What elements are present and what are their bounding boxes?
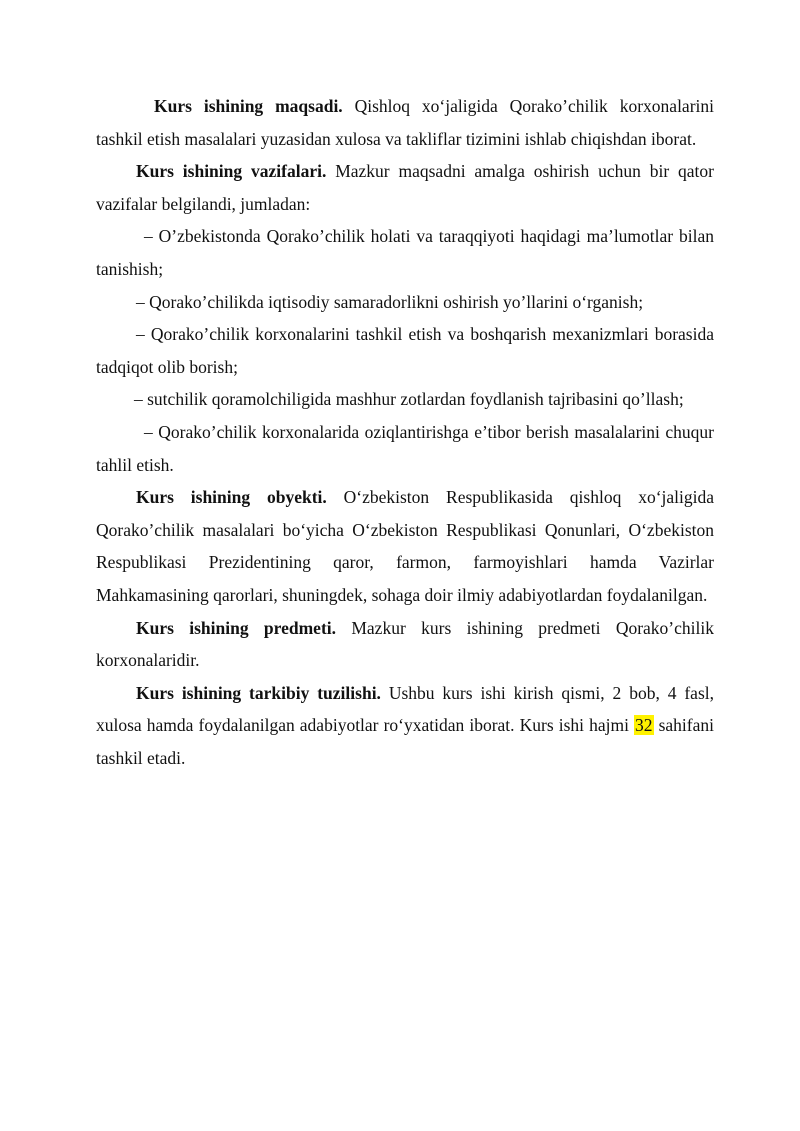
goal-paragraph: [96, 90, 714, 155]
task-item: – Qorako’chilik korxonalarini tashkil etish va boshqarish mexanizmlari borasida tadqiqot olib borish;: [96, 324, 714, 377]
object-paragraph: [96, 481, 714, 611]
task-item: – Qorako’chilikda iqtisodiy samaradorlikni oshirish yo’llarini o‘rganish;: [136, 291, 644, 312]
structure-text-end: sahifani tashkil etadi.: [96, 715, 714, 768]
tasks-title: Kurs ishining vazifalari.: [136, 161, 327, 182]
tasks-text: Mazkur maqsadni amalga oshirish uchun bir qator vazifalar belgilandi, jumladan:: [96, 161, 714, 214]
document-page: [96, 90, 714, 774]
structure-paragraph: [96, 677, 714, 775]
subject-text: Mazkur kurs ishining predmeti Qorako’chilik korxonalaridir.: [96, 617, 714, 671]
object-title: Kurs ishining obyekti.: [136, 487, 327, 508]
structure-title: Kurs ishining tarkibiy tuzilishi.: [136, 682, 381, 703]
task-item: – O’zbekistonda Qorako’chilik holati va taraqqiyoti haqidagi ma’lumotlar bilan tanishish;: [96, 226, 714, 279]
subject-paragraph: [96, 612, 714, 677]
page-count-highlight: 32: [635, 715, 653, 736]
task-item: – sutchilik qoramolchiligida mashhur zotlardan foydlanish tajribasini qo’llash;: [134, 389, 684, 410]
tasks-paragraph: [96, 155, 714, 220]
goal-text: Qishloq xo‘jaligida Qorako’chilik korxonalarini tashkil etish masalalari yuzasidan xulosa va takliflar tizimini ishlab chiqishdan iborat.: [96, 96, 714, 149]
structure-text: Ushbu kurs ishi kirish qismi, 2 bob, 4 fasl, xulosa hamda foydalanilgan adabiyotlar ro‘yxatidan iborat. Kurs ishi hajmi: [96, 682, 714, 736]
task-item: – Qorako’chilik korxonalarida oziqlantirishga e’tibor berish masalalarini chuqur tahlil etish.: [96, 421, 714, 475]
subject-title: Kurs ishining predmeti.: [136, 617, 337, 638]
object-text: O‘zbekiston Respublikasida qishloq xo‘jaligida Qorako’chilik masalalari bo‘yicha O‘zbekiston Respublikasi Qonunlari, O‘zbekiston Respublikasi Prezidentining qaror, farmon, farmoyishlari hamda Vazirlar Mahkamasining qarorlari, shuningdek, sohaga doir ilmiy adabiyotlardan foydalanilgan.: [96, 487, 714, 605]
goal-title: Kurs ishining maqsadi.: [154, 96, 343, 116]
